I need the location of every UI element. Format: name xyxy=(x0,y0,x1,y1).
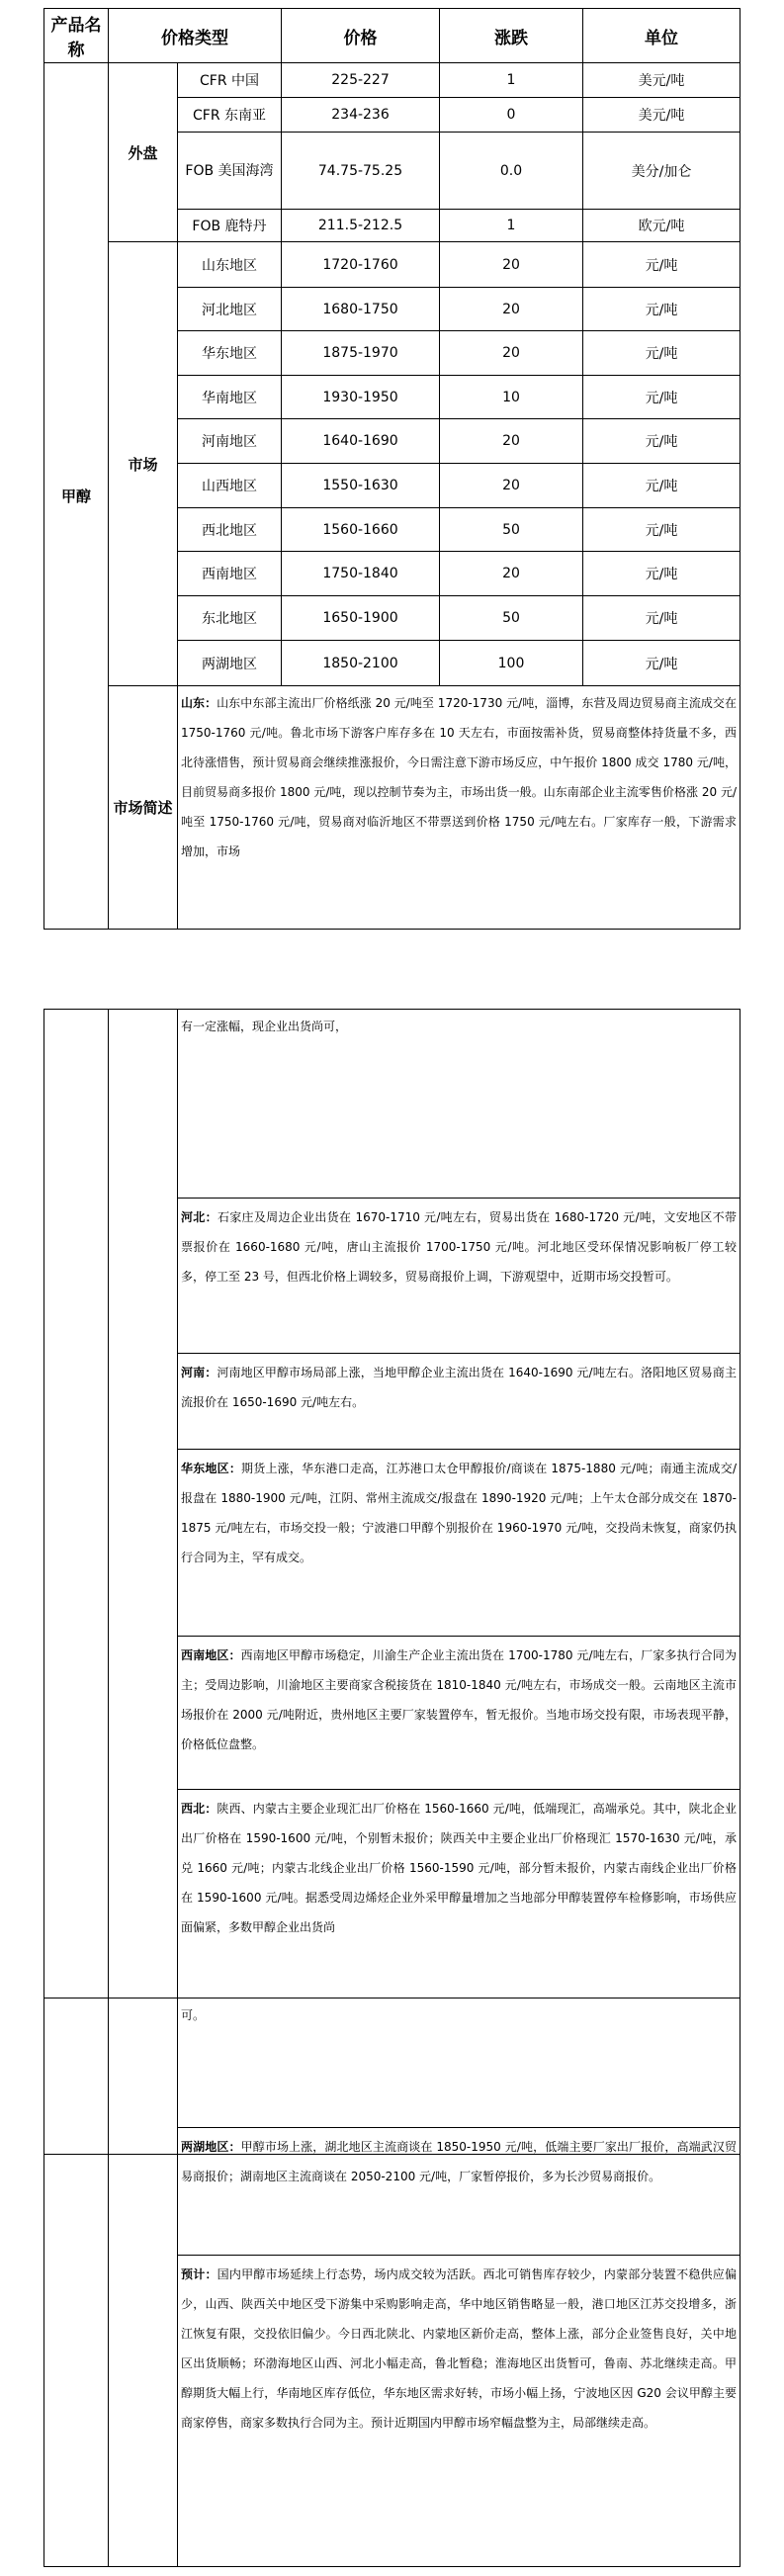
xinan-label: 西南地区： xyxy=(181,1648,241,1662)
row-price: 1560-1660 xyxy=(282,508,440,552)
row-unit: 元/吨 xyxy=(583,419,740,464)
hebei-label: 河北： xyxy=(181,1210,218,1224)
row-price: 1850-2100 xyxy=(282,641,440,686)
lianghu-paragraph xyxy=(178,2127,740,2255)
forecast-text: 国内甲醇市场延续上行态势，场内成交较为活跃。西北可销售库存较少，内蒙部分装置不稳供应偏少，山西、陕西关中地区受下游集中采购影响走高，华中地区销售略显一般，港口地区江苏交投增多，浙江恢复有限，交投依旧偏少。今日西北陕北、内蒙地区新价走高，整体上涨，部分企业签售良好，关中地区出货顺畅；环渤海地区山西、河北小幅走高，鲁北暂稳；淮海地区出货暂可，鲁南、苏北继续走高。甲醇期货大幅上行，华南地区库存低位，华东地区需求好转，市场小幅上扬，宁波地区因 G20 会议甲醇主要商家停售，商家多数执行合同为主。预计近期国内甲醇市场窄幅盘整为主，局部继续走高。 xyxy=(181,2267,737,2430)
row-price: 211.5-212.5 xyxy=(282,210,440,242)
row-name: 西南地区 xyxy=(178,552,282,596)
header-price-type: 价格类型 xyxy=(109,9,282,63)
row-unit: 元/吨 xyxy=(583,376,740,419)
row-price: 1650-1900 xyxy=(282,596,440,641)
type-cell-empty-2 xyxy=(109,1999,178,2567)
row-name: 河南地区 xyxy=(178,419,282,464)
row-change: 50 xyxy=(440,508,583,552)
hebei-paragraph xyxy=(178,1198,740,1353)
row-unit: 美元/吨 xyxy=(583,63,740,98)
price-table xyxy=(44,8,740,930)
row-name: 两湖地区 xyxy=(178,641,282,686)
row-unit: 美分/加仑 xyxy=(583,133,740,210)
huadong-paragraph xyxy=(178,1449,740,1636)
row-unit: 元/吨 xyxy=(583,288,740,331)
xibei-paragraph xyxy=(178,1789,740,1944)
row-unit: 元/吨 xyxy=(583,641,740,686)
header-unit: 单位 xyxy=(583,9,740,63)
row-name: FOB 美国海湾 xyxy=(178,133,282,210)
row-name: 河北地区 xyxy=(178,288,282,331)
xinan-paragraph xyxy=(178,1636,740,1789)
row-change: 20 xyxy=(440,242,583,288)
row-name: 华南地区 xyxy=(178,376,282,419)
brief-continuation-1 xyxy=(44,1009,740,2155)
header-change: 涨跌 xyxy=(440,9,583,63)
xinan-text: 西南地区甲醇市场稳定，川渝生产企业主流出货在 1700-1780 元/吨左右，厂家多执行合同为主；受周边影响，川渝地区主要商家含税接货在 1810-1840 元/吨左右，市场成交一般。云南地区主流市场报价在 2000 元/吨附近，贵州地区主要厂家装置停车，暂无报价。当地市场交投有限，市场表现平静，价格低位盘整。 xyxy=(181,1648,737,1751)
table-row xyxy=(44,63,740,98)
row-price: 1720-1760 xyxy=(282,242,440,288)
row-change: 20 xyxy=(440,464,583,508)
huadong-label: 华东地区： xyxy=(181,1462,242,1475)
row-name: CFR 中国 xyxy=(178,63,282,98)
row-price: 225-227 xyxy=(282,63,440,98)
row-change: 100 xyxy=(440,641,583,686)
product-cell-empty-2 xyxy=(44,1999,109,2567)
row-change: 20 xyxy=(440,331,583,376)
product-cell-empty xyxy=(44,1010,109,2155)
row-name: 东北地区 xyxy=(178,596,282,641)
row-price: 1680-1750 xyxy=(282,288,440,331)
row-name: CFR 东南亚 xyxy=(178,98,282,133)
row-change: 0.0 xyxy=(440,133,583,210)
row-price: 1640-1690 xyxy=(282,419,440,464)
brief-text-cont xyxy=(178,1010,740,2155)
henan-text: 河南地区甲醇市场局部上涨，当地甲醇企业主流出货在 1640-1690 元/吨左右。洛阳地区贸易商主流报价在 1650-1690 元/吨左右。 xyxy=(181,1366,737,1409)
henan-label: 河南： xyxy=(181,1366,218,1379)
shandong-paragraph xyxy=(178,688,740,868)
market-label: 市场 xyxy=(109,242,178,686)
row-price: 74.75-75.25 xyxy=(282,133,440,210)
row-change: 1 xyxy=(440,210,583,242)
row-unit: 元/吨 xyxy=(583,242,740,288)
forecast-label: 预计： xyxy=(181,2267,218,2281)
header-price: 价格 xyxy=(282,9,440,63)
row-name: 华东地区 xyxy=(178,331,282,376)
row-name: 西北地区 xyxy=(178,508,282,552)
outer-label: 外盘 xyxy=(109,63,178,242)
brief-label: 市场简述 xyxy=(109,686,178,930)
row-change: 20 xyxy=(440,288,583,331)
row-price: 1875-1970 xyxy=(282,331,440,376)
henan-paragraph xyxy=(178,1353,740,1449)
brief-row xyxy=(44,686,740,930)
shandong-text: 山东中东部主流出厂价格纸涨 20 元/吨至 1720-1730 元/吨，淄博，东营及周边贸易商主流成交在 1750-1760 元/吨。鲁北市场下游客户库存多在 10 天左右，市面按需补货，贸易商整体持货量不多，西北待涨惜售，预计贸易商会继续推涨报价，今日需注意下游市场反应，中午报价 1800 成交 1780 元/吨，目前贸易商多报价 1800 元/吨，现以控制节奏为主，市场出货一般。山东南部企业主流零售价格涨 20 元/吨至 1750-1760 元/吨，贸易商对临沂地区不带票送到价格 1750 元/吨左右。厂家库存一般，下游需求增加，市场 xyxy=(181,696,737,858)
row-unit: 美元/吨 xyxy=(583,98,740,133)
shandong-label: 山东： xyxy=(181,696,218,710)
hebei-text: 石家庄及周边企业出货在 1670-1710 元/吨左右，贸易出货在 1680-1720 元/吨，文安地区不带票报价在 1660-1680 元/吨，唐山主流报价 1700-1750 元/吨。河北地区受环保情况影响板厂停工较多，停工至 23 号，但西北价格上调较多，贸易商报价上调，下游观望中，近期市场交投暂可。 xyxy=(181,1210,737,1284)
brief-continuation-2 xyxy=(44,1998,740,2567)
row-name: FOB 鹿特丹 xyxy=(178,210,282,242)
row-price: 1750-1840 xyxy=(282,552,440,596)
row-unit: 元/吨 xyxy=(583,596,740,641)
type-cell-empty xyxy=(109,1010,178,2155)
row-name: 山西地区 xyxy=(178,464,282,508)
row-change: 0 xyxy=(440,98,583,133)
row-name: 山东地区 xyxy=(178,242,282,288)
brief-text xyxy=(178,686,740,930)
shandong-cont: 有一定涨幅，现企业出货尚可， xyxy=(181,1020,348,1033)
row-price: 1930-1950 xyxy=(282,376,440,419)
huadong-text: 期货上涨，华东港口走高，江苏港口太仓甲醇报价/商谈在 1875-1880 元/吨；南通主流成交/报盘在 1880-1900 元/吨，江阴、常州主流成交/报盘在 1890-1920 元/吨；上午太仓部分成交在 1870-1875 元/吨左右，市场交投一般；宁波港口甲醇个别报价在 1960-1970 元/吨，交投尚未恢复，商家仍执行合同为主，罕有成交。 xyxy=(181,1462,737,1564)
lianghu-label: 两湖地区： xyxy=(181,2140,241,2154)
row-change: 50 xyxy=(440,596,583,641)
xibei-text: 陕西、内蒙古主要企业现汇出厂价格在 1560-1660 元/吨，低端现汇，高端承兑。其中，陕北企业出厂价格在 1590-1600 元/吨，个别暂未报价；陕西关中主要企业出厂价格现汇 1570-1630 元/吨，承兑 1660 元/吨；内蒙古北线企业出厂价格 1560-1590 元/吨，部分暂未报价，内蒙古南线企业出厂价格在 1590-1600 元/吨。据悉受周边烯烃企业外采甲醇量增加之当地部分甲醇装置停车检修影响，市场供应面偏紧，多数甲醇企业出货尚 xyxy=(181,1802,737,1934)
brief-text-cont-2 xyxy=(178,1999,740,2567)
row-change: 20 xyxy=(440,419,583,464)
table-row xyxy=(44,242,740,288)
row-change: 1 xyxy=(440,63,583,98)
xibei-cont: 可。 xyxy=(181,2008,206,2022)
forecast-paragraph xyxy=(178,2255,740,2440)
header-product: 产品名称 xyxy=(44,9,109,63)
row-unit: 元/吨 xyxy=(583,552,740,596)
product-name: 甲醇 xyxy=(44,63,109,930)
row-price: 1550-1630 xyxy=(282,464,440,508)
header-row xyxy=(44,9,740,63)
row-price: 234-236 xyxy=(282,98,440,133)
xibei-label: 西北： xyxy=(181,1802,218,1816)
row-unit: 欧元/吨 xyxy=(583,210,740,242)
row-change: 20 xyxy=(440,552,583,596)
row-unit: 元/吨 xyxy=(583,331,740,376)
row-unit: 元/吨 xyxy=(583,464,740,508)
lianghu-text: 甲醇市场上涨，湖北地区主流商谈在 1850-1950 元/吨，低端主要厂家出厂报价，高端武汉贸易商报价；湖南地区主流商谈在 2050-2100 元/吨，厂家暂停报价，多为长沙贸易商报价。 xyxy=(181,2140,737,2183)
row-unit: 元/吨 xyxy=(583,508,740,552)
row-change: 10 xyxy=(440,376,583,419)
